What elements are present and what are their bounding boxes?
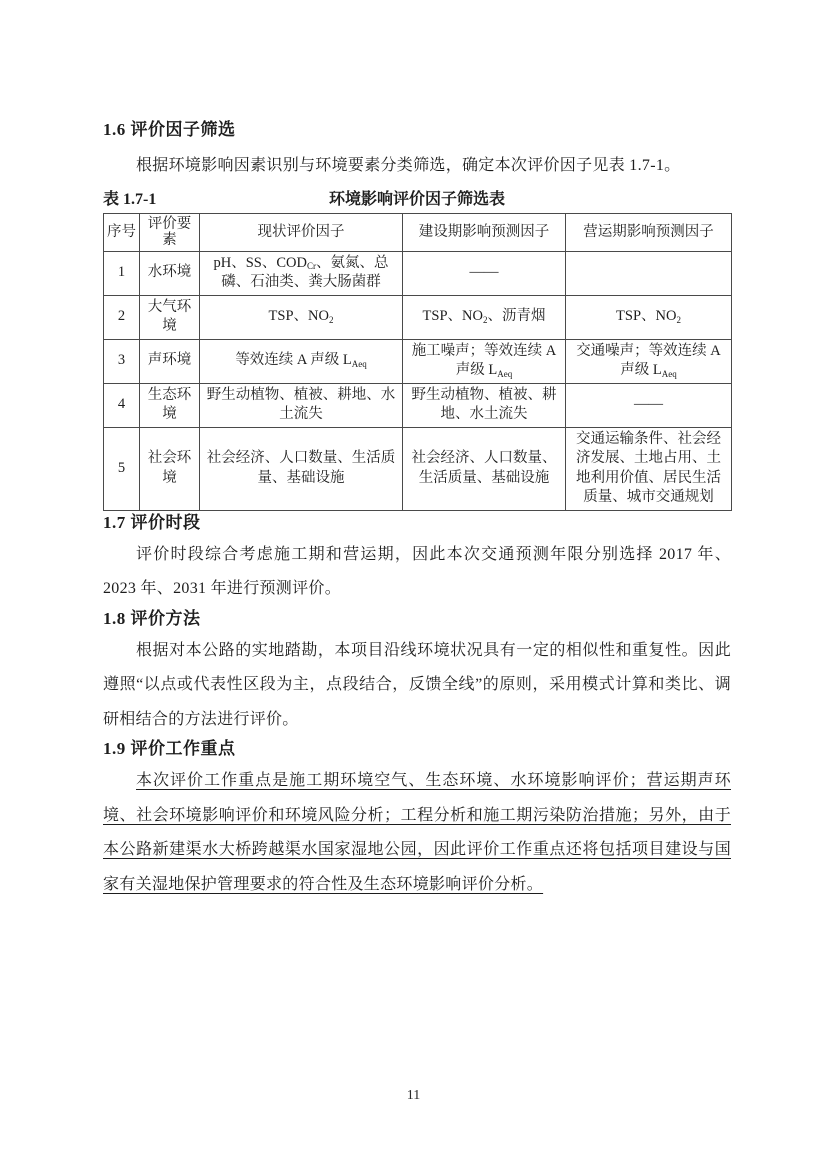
section-1-7-heading: 1.7 评价时段 bbox=[103, 512, 201, 532]
table-row bbox=[104, 295, 732, 339]
element-cell: 生态环境 bbox=[140, 383, 200, 427]
operation-factor-cell: TSP、$NO_2$ bbox=[566, 295, 732, 339]
section-1-8-heading: 1.8 评价方法 bbox=[103, 608, 201, 628]
table-header-cell-1: 评价要素 bbox=[140, 213, 200, 251]
operation-factor-cell: 交通噪声；等效连续 A 声级 $L_{Aeq}$ bbox=[566, 339, 732, 383]
section-1-6-paragraph: 根据环境影响因素识别与环境要素分类筛选，确定本次评价因子见表 1.7-1。 bbox=[136, 157, 681, 174]
table-body bbox=[104, 251, 732, 510]
operation-factor-cell: 交通运输条件、社会经济发展、土地占用、土地利用价值、居民生活质量、城市交通规划 bbox=[566, 427, 732, 510]
current-factor-cell: 等效连续 A 声级 $L_{Aeq}$ bbox=[200, 339, 403, 383]
section-1-6-heading: 1.6 评价因子筛选 bbox=[103, 120, 236, 139]
construction-factor-cell: 社会经济、人口数量、生活质量、基础设施 bbox=[403, 427, 566, 510]
table-row bbox=[104, 339, 732, 383]
row-number-cell: 5 bbox=[104, 427, 140, 510]
table-header-cell-0: 序号 bbox=[104, 213, 140, 251]
row-number-cell: 2 bbox=[104, 295, 140, 339]
factor-screening-table bbox=[103, 213, 732, 511]
current-factor-cell: 社会经济、人口数量、生活质量、基础设施 bbox=[200, 427, 403, 510]
table-caption-label: 表 1.7-1 bbox=[103, 190, 157, 208]
table-header-cell-3: 建设期影响预测因子 bbox=[403, 213, 566, 251]
construction-factor-cell: —— bbox=[403, 251, 566, 295]
current-factor-cell: TSP、$NO_2$ bbox=[200, 295, 403, 339]
operation-factor-cell: —— bbox=[566, 383, 732, 427]
row-number-cell: 1 bbox=[104, 251, 140, 295]
row-number-cell: 4 bbox=[104, 383, 140, 427]
table-row bbox=[104, 383, 732, 427]
section-1-9-paragraph: 本次评价工作重点是施工期环境空气、生态环境、水环境影响评价；营运期声环境、社会环境影响评价和环境风险分析；工程分析和施工期污染防治措施；另外，由于本公路新建渠水大桥跨越渠水国家湿地公园，因此评价工作重点还将包括项目建设与国家有关湿地保护管理要求的符合性及生态环境影响评价分析。 bbox=[103, 772, 731, 893]
element-cell: 声环境 bbox=[140, 339, 200, 383]
section-1-9-heading: 1.9 评价工作重点 bbox=[103, 739, 236, 758]
row-number-cell: 3 bbox=[104, 339, 140, 383]
operation-factor-cell bbox=[566, 251, 732, 295]
construction-factor-cell: TSP、$NO_2$、沥青烟 bbox=[403, 295, 566, 339]
table-row bbox=[104, 427, 732, 510]
table-header-cell-2: 现状评价因子 bbox=[200, 213, 403, 251]
section-1-7-paragraph: 评价时段综合考虑施工期和营运期，因此本次交通预测年限分别选择 2017 年、2023 年、2031 年进行预测评价。 bbox=[103, 545, 731, 597]
construction-factor-cell: 施工噪声；等效连续 A 声级 $L_{Aeq}$ bbox=[403, 339, 566, 383]
element-cell: 社会环境 bbox=[140, 427, 200, 510]
table-row bbox=[104, 251, 732, 295]
current-factor-cell: pH、SS、$COD_{Cr}$、氨氮、总磷、石油类、粪大肠菌群 bbox=[200, 251, 403, 295]
page-number: 11 bbox=[406, 1088, 421, 1103]
table-header-row bbox=[104, 213, 732, 251]
page-content bbox=[103, 0, 731, 902]
table-caption-title: 环境影响评价因子筛选表 bbox=[328, 190, 505, 208]
element-cell: 大气环境 bbox=[140, 295, 200, 339]
table-caption bbox=[103, 189, 731, 210]
current-factor-cell: 野生动植物、植被、耕地、水土流失 bbox=[200, 383, 403, 427]
table-header-cell-4: 营运期影响预测因子 bbox=[566, 213, 732, 251]
element-cell: 水环境 bbox=[140, 251, 200, 295]
construction-factor-cell: 野生动植物、植被、耕地、水土流失 bbox=[403, 383, 566, 427]
section-1-8-paragraph: 根据对本公路的实地踏勘，本项目沿线环境状况具有一定的相似性和重复性。因此遵照“以点或代表性区段为主，点段结合，反馈全线”的原则，采用模式计算和类比、调研相结合的方法进行评价。 bbox=[103, 641, 731, 728]
